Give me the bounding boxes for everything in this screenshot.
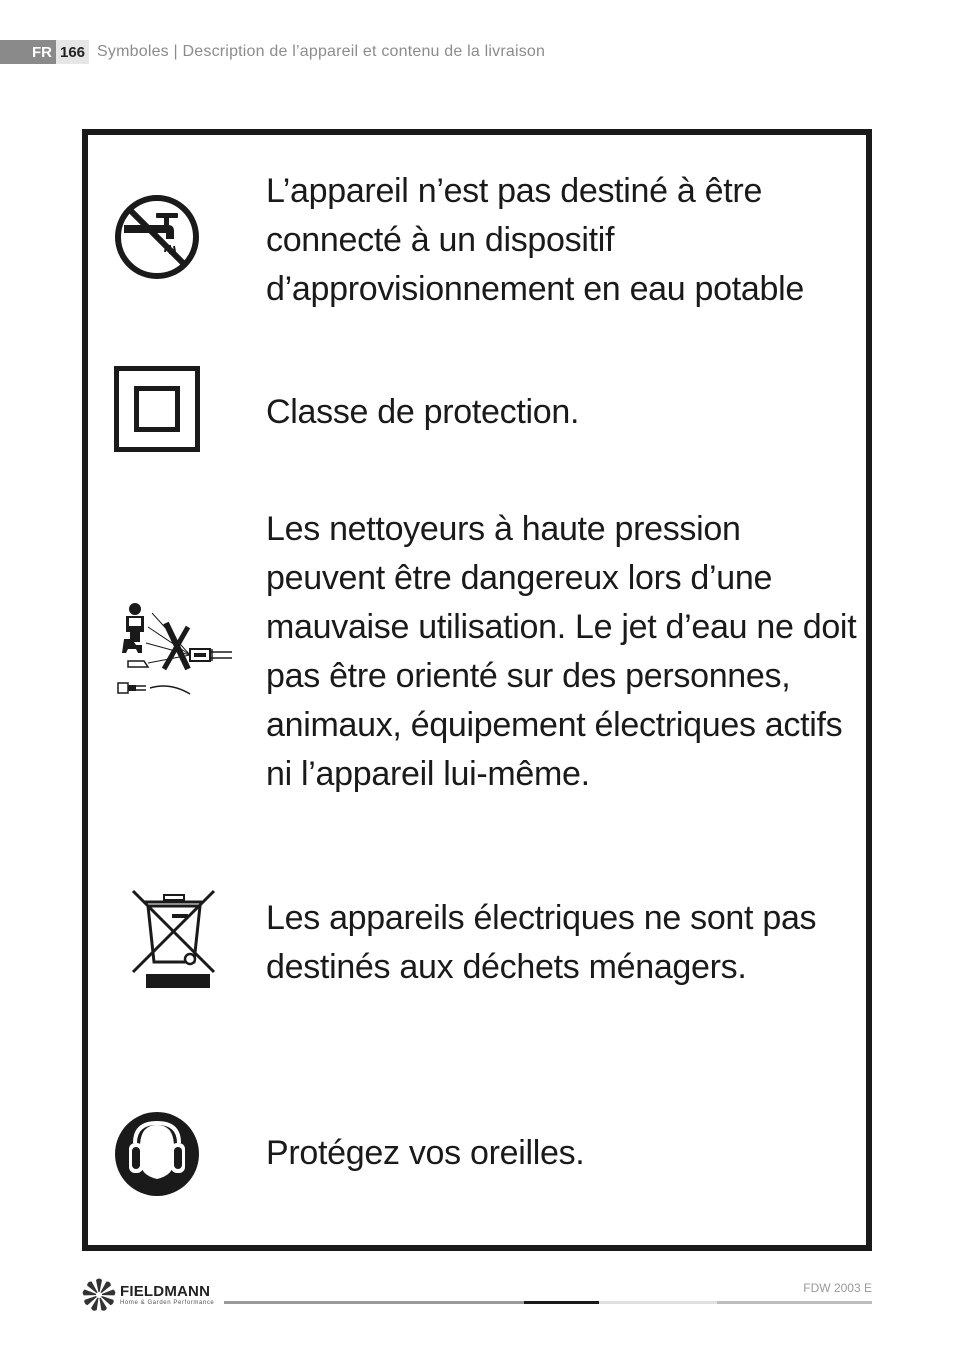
brand-tagline: Home & Garden Performance bbox=[120, 1299, 215, 1306]
section-title: Symboles | Description de l’appareil et contenu de la livraison bbox=[97, 43, 546, 60]
brand-name: FIELDMANN bbox=[120, 1282, 211, 1300]
ear-protection-icon bbox=[114, 1111, 200, 1202]
symbol-description: Protégez vos oreilles. bbox=[266, 1134, 585, 1172]
model-number: FDW 2003 E bbox=[803, 1281, 872, 1295]
symbol-description: Les nettoyeurs à haute pression peuvent être dangereux lors d’une mauvaise utilisation. Le jet d’eau ne doit pas être orienté sur des personnes, animaux, équipement électriques actifs ni l’appareil lui-même. bbox=[266, 510, 857, 793]
page-header bbox=[0, 40, 545, 64]
brand-logo bbox=[82, 1278, 214, 1312]
fieldmann-flower-icon bbox=[82, 1278, 116, 1312]
page-number: 166 bbox=[56, 40, 89, 64]
no-drinking-water-connection-icon bbox=[114, 194, 200, 285]
language-tag: FR bbox=[0, 40, 56, 64]
footer-rule-dark bbox=[524, 1301, 599, 1304]
symbol-description: L’appareil n’est pas destiné à être connecté à un dispositif d’approvisionnement en eau potable bbox=[266, 172, 804, 308]
footer-rule-light bbox=[599, 1301, 717, 1304]
crossed-out-wheelie-bin-icon bbox=[128, 888, 218, 997]
no-spray-on-people-animals-icon bbox=[114, 603, 234, 706]
symbol-description: Les appareils électriques ne sont pas destinés aux déchets ménagers. bbox=[266, 899, 817, 986]
footer-rule-mid bbox=[717, 1301, 872, 1304]
symbols-frame bbox=[82, 129, 872, 1251]
protection-class-ii-icon bbox=[114, 366, 202, 459]
footer-rule-gray bbox=[224, 1301, 524, 1304]
symbol-description: Classe de protection. bbox=[266, 393, 580, 431]
